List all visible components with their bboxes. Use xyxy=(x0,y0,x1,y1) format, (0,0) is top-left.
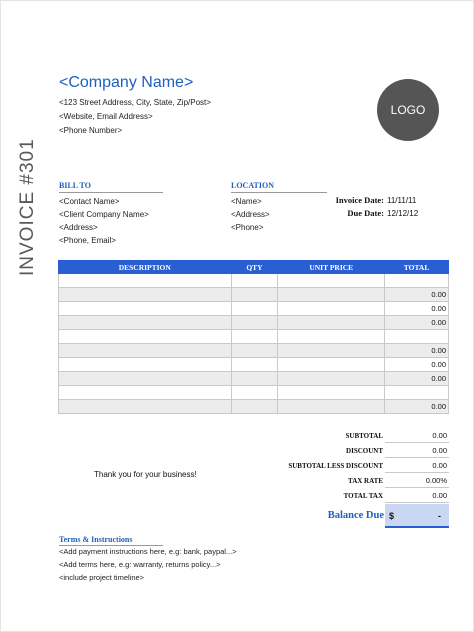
cell-unit-price[interactable] xyxy=(278,400,385,414)
table-row xyxy=(59,288,449,302)
balance-currency: $ xyxy=(389,511,395,521)
cell-description[interactable] xyxy=(59,372,232,386)
balance-due-box xyxy=(385,504,449,528)
terms-payment-instructions: <Add payment instructions here, e.g: bank, paypal...> xyxy=(59,547,237,556)
cell-description[interactable] xyxy=(59,386,232,400)
tax-rate-value[interactable]: 0.00% xyxy=(385,474,449,488)
table-row xyxy=(59,302,449,316)
terms-project-timeline: <include project timeline> xyxy=(59,573,145,582)
header-total: TOTAL xyxy=(385,261,449,274)
thank-you-message: Thank you for your business! xyxy=(94,470,197,479)
due-date-value: 12/12/12 xyxy=(387,209,419,218)
cell-qty[interactable] xyxy=(231,386,278,400)
table-row xyxy=(59,372,449,386)
cell-total xyxy=(385,274,449,288)
table-row xyxy=(59,274,449,288)
total-tax-value: 0.00 xyxy=(385,489,449,503)
subtotal-value: 0.00 xyxy=(385,429,449,443)
subtotal-label: SUBTOTAL xyxy=(345,432,383,440)
subtotal-less-discount-label: SUBTOTAL LESS DISCOUNT xyxy=(288,462,383,470)
table-row xyxy=(59,330,449,344)
header-qty: QTY xyxy=(231,261,278,274)
cell-unit-price[interactable] xyxy=(278,344,385,358)
cell-description[interactable] xyxy=(59,330,232,344)
balance-due-value: - xyxy=(438,511,441,521)
cell-qty[interactable] xyxy=(231,316,278,330)
cell-unit-price[interactable] xyxy=(278,274,385,288)
table-header-row xyxy=(59,261,449,274)
cell-qty[interactable] xyxy=(231,288,278,302)
cell-total: 0.00 xyxy=(385,344,449,358)
total-tax-label: TOTAL TAX xyxy=(343,492,383,500)
cell-qty[interactable] xyxy=(231,372,278,386)
header-unit-price: UNIT PRICE xyxy=(278,261,385,274)
cell-description[interactable] xyxy=(59,302,232,316)
table-row xyxy=(59,358,449,372)
cell-qty[interactable] xyxy=(231,274,278,288)
cell-unit-price[interactable] xyxy=(278,372,385,386)
company-address: <123 Street Address, City, State, Zip/Post> xyxy=(59,98,211,107)
company-web-email: <Website, Email Address> xyxy=(59,112,153,121)
cell-description[interactable] xyxy=(59,344,232,358)
bill-to-company: <Client Company Name> xyxy=(59,210,149,219)
due-date-label: Due Date: xyxy=(347,208,384,218)
cell-qty[interactable] xyxy=(231,358,278,372)
cell-total: 0.00 xyxy=(385,372,449,386)
location-heading: LOCATION xyxy=(231,181,327,193)
company-logo: LOGO xyxy=(377,79,439,141)
location-address: <Address> xyxy=(231,210,270,219)
cell-unit-price[interactable] xyxy=(278,288,385,302)
bill-to-address: <Address> xyxy=(59,223,98,232)
terms-heading: Terms & Instructions xyxy=(59,535,163,546)
cell-description[interactable] xyxy=(59,316,232,330)
subtotal-less-discount-value: 0.00 xyxy=(385,459,449,473)
cell-unit-price[interactable] xyxy=(278,316,385,330)
location-name: <Name> xyxy=(231,197,262,206)
cell-description[interactable] xyxy=(59,288,232,302)
tax-rate-label: TAX RATE xyxy=(348,477,383,485)
cell-total: 0.00 xyxy=(385,288,449,302)
table-row xyxy=(59,344,449,358)
cell-total: 0.00 xyxy=(385,316,449,330)
cell-unit-price[interactable] xyxy=(278,302,385,316)
cell-description[interactable] xyxy=(59,400,232,414)
cell-unit-price[interactable] xyxy=(278,386,385,400)
discount-label: DISCOUNT xyxy=(346,447,383,455)
cell-unit-price[interactable] xyxy=(278,330,385,344)
cell-qty[interactable] xyxy=(231,344,278,358)
header-description: DESCRIPTION xyxy=(59,261,232,274)
company-phone: <Phone Number> xyxy=(59,126,123,135)
bill-to-contact: <Contact Name> xyxy=(59,197,120,206)
cell-total: 0.00 xyxy=(385,302,449,316)
cell-total xyxy=(385,330,449,344)
cell-total: 0.00 xyxy=(385,400,449,414)
balance-due-label: Balance Due xyxy=(327,510,384,521)
cell-qty[interactable] xyxy=(231,330,278,344)
cell-total: 0.00 xyxy=(385,358,449,372)
table-row xyxy=(59,386,449,400)
cell-unit-price[interactable] xyxy=(278,358,385,372)
discount-value[interactable]: 0.00 xyxy=(385,444,449,458)
company-name: <Company Name> xyxy=(59,74,194,91)
invoice-date-value: 11/11/11 xyxy=(387,196,417,205)
bill-to-heading: BILL TO xyxy=(59,181,163,193)
location-phone: <Phone> xyxy=(231,223,264,232)
cell-description[interactable] xyxy=(59,274,232,288)
cell-qty[interactable] xyxy=(231,302,278,316)
cell-description[interactable] xyxy=(59,358,232,372)
cell-qty[interactable] xyxy=(231,400,278,414)
bill-to-phone-email: <Phone, Email> xyxy=(59,236,116,245)
table-row xyxy=(59,400,449,414)
invoice-number-title: INVOICE #301 xyxy=(17,138,38,276)
table-row xyxy=(59,316,449,330)
line-items-table xyxy=(58,260,449,414)
cell-total xyxy=(385,386,449,400)
invoice-date-label: Invoice Date: xyxy=(335,195,384,205)
terms-warranty: <Add terms here, e.g: warranty, returns policy...> xyxy=(59,560,221,569)
